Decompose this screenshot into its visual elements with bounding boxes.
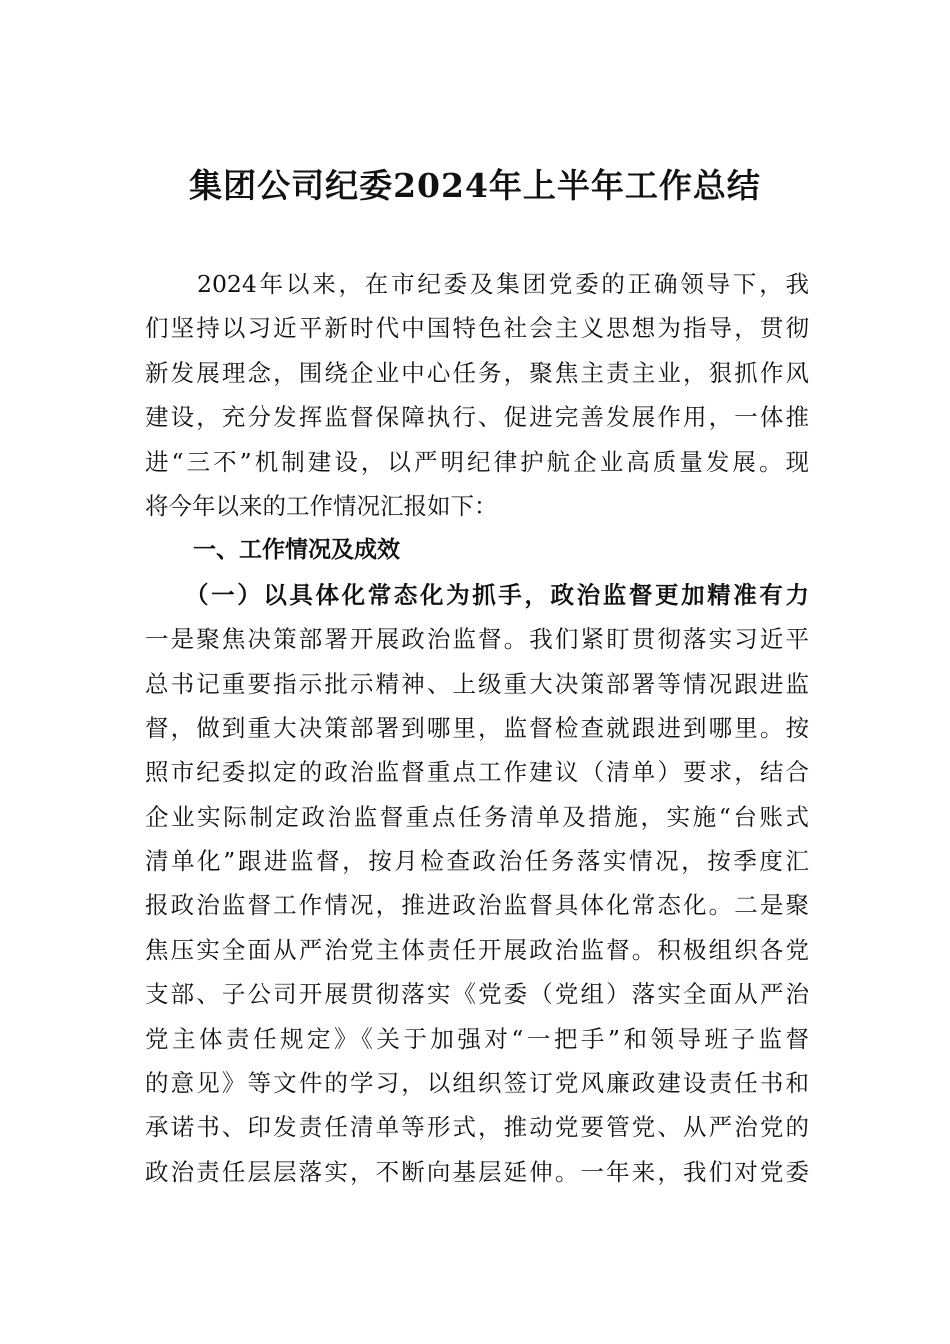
subsection-paragraph-line: 焦压实全面从严治党主体责任开展政治监督。积极组织各党 bbox=[145, 935, 809, 964]
subsection-paragraph-line: 政治责任层层落实，不断向基层延伸。一年来，我们对党委 bbox=[145, 1157, 809, 1186]
intro-paragraph-line: 2024年以来，在市纪委及集团党委的正确领导下，我 bbox=[197, 270, 809, 298]
subsection-paragraph-line: 督，做到重大决策部署到哪里，监督检查就跟进到哪里。按 bbox=[145, 713, 809, 742]
document-body bbox=[145, 262, 809, 1194]
subsection-paragraph-line: 承诺书、印发责任清单等形式，推动党要管党、从严治党的 bbox=[145, 1113, 809, 1142]
intro-paragraph-line: 建设，充分发挥监督保障执行、促进完善发展作用，一体推 bbox=[145, 403, 809, 432]
intro-paragraph-line: 新发展理念，围绕企业中心任务，聚焦主责主业，狠抓作风 bbox=[145, 358, 809, 387]
subsection-paragraph-line: 一是聚焦决策部署开展政治监督。我们紧盯贯彻落实习近平 bbox=[145, 625, 809, 654]
document-title: 集团公司纪委2024年上半年工作总结 bbox=[189, 166, 761, 205]
section-heading: 一、工作情况及成效 bbox=[193, 537, 400, 564]
intro-paragraph-line: 将今年以来的工作情况汇报如下： bbox=[145, 491, 498, 520]
subsection-paragraph-line: 企业实际制定政治监督重点任务清单及措施，实施“台账式 bbox=[145, 802, 809, 831]
subsection-paragraph-line: 报政治监督工作情况，推进政治监督具体化常态化。二是聚 bbox=[145, 891, 809, 920]
subsection-paragraph-line: 总书记重要指示批示精神、上级重大决策部署等情况跟进监 bbox=[145, 669, 809, 698]
intro-paragraph-line: 进“三不”机制建设，以严明纪律护航企业高质量发展。现 bbox=[145, 447, 809, 476]
subsection-paragraph-line: 照市纪委拟定的政治监督重点工作建议（清单）要求，结合 bbox=[145, 758, 809, 787]
subsection-paragraph-line: 支部、子公司开展贯彻落实《党委（党组）落实全面从严治 bbox=[145, 980, 809, 1009]
subsection-paragraph-line: 清单化”跟进监督，按月检查政治任务落实情况，按季度汇 bbox=[145, 847, 809, 876]
subsection-heading: （一）以具体化常态化为抓手，政治监督更加精准有力 bbox=[185, 580, 809, 609]
subsection-paragraph-line: 的意见》等文件的学习，以组织签订党风廉政建设责任书和 bbox=[145, 1069, 809, 1098]
subsection-paragraph-line: 党主体责任规定》《关于加强对“一把手”和领导班子监督 bbox=[145, 1024, 809, 1053]
intro-paragraph-line: 们坚持以习近平新时代中国特色社会主义思想为指导，贯彻 bbox=[145, 314, 809, 343]
